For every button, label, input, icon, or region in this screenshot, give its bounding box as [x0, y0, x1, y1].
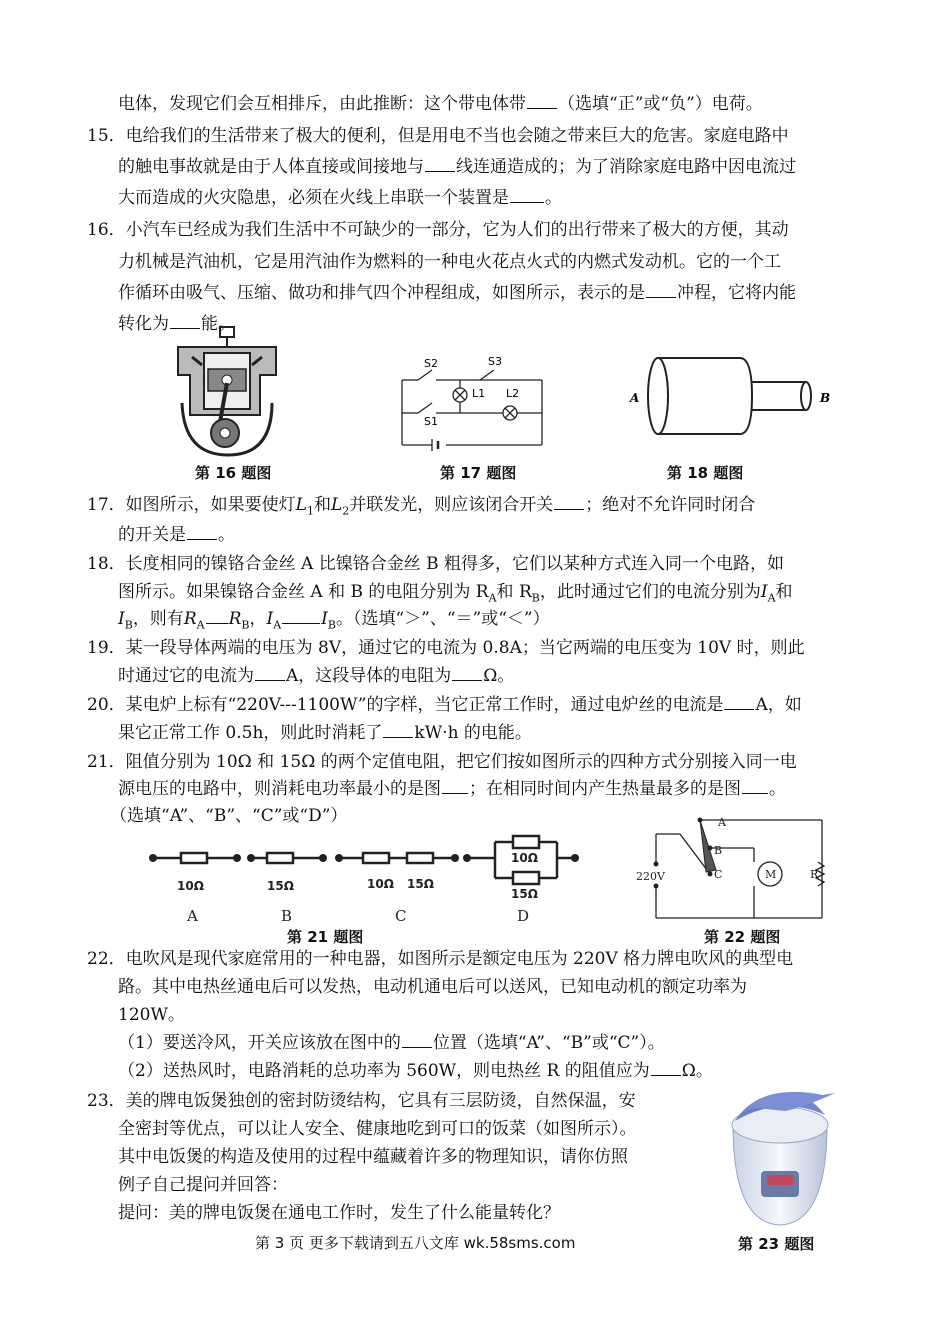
answer-blank[interactable]	[425, 155, 455, 172]
answer-blank[interactable]	[510, 186, 544, 203]
q21-line-1: 21．阻值分别为 10Ω 和 15Ω 的两个定值电阻，把它们按如图所示的四种方式分别接入同一电	[87, 752, 797, 772]
rice-cooker-figure-23	[705, 1085, 855, 1233]
q14-line: 电体，发现它们会互相排斥，由此推断：这个带电体带 （选填“正”或“负”）电荷。	[118, 94, 763, 114]
fig18-caption: 第 18 题图	[667, 464, 744, 482]
q16-line-2: 力机械是汽油机，它是用汽油作为燃料的一种电火花点火式的内燃式发动机。它的一个工	[118, 252, 781, 272]
q20-line-2: 果它正常工作 0.5h，则此时消耗了 kW·h 的电能。	[118, 723, 532, 743]
answer-blank[interactable]	[383, 721, 413, 738]
answer-blank[interactable]	[402, 1031, 432, 1048]
q22-line-2: 路。其中电热丝通电后可以发热，电动机通电后可以送风，已知电动机的额定功率为	[118, 977, 747, 997]
fig17-caption: 第 17 题图	[440, 464, 517, 482]
answer-blank[interactable]	[452, 664, 482, 681]
label-l2: L2	[506, 387, 520, 400]
resistor-figure-21	[145, 828, 585, 928]
label-b: B	[820, 391, 831, 405]
label-d: D	[517, 907, 530, 925]
label-d-15: 15Ω	[511, 887, 538, 901]
answer-blank[interactable]	[742, 777, 768, 794]
wire-figure-18	[628, 352, 838, 442]
page-footer: 第 3 页 更多下载请到五八文库 wk.58sms.com	[255, 1234, 576, 1252]
answer-blank[interactable]	[206, 607, 228, 624]
fig22-caption: 第 22 题图	[704, 928, 781, 946]
q17-line-2: 的开关是 。	[118, 525, 235, 545]
q20-line-1: 20．某电炉上标有“220V---1100W”的字样，当它正常工作时，通过电炉丝的电流是 A，如	[87, 695, 802, 715]
answer-blank[interactable]	[442, 777, 468, 794]
q22-line-3: 120W。	[118, 1005, 185, 1025]
label-m: M	[765, 868, 777, 881]
label-a: A	[630, 391, 640, 405]
q16-line-3: 作循环由吸气、压缩、做功和排气四个冲程组成，如图所示，表示的是 冲程，它将内能	[118, 283, 796, 303]
fig21-caption: 第 21 题图	[287, 928, 364, 946]
answer-blank[interactable]	[282, 607, 320, 624]
q21-line-2: 源电压的电路中，则消耗电功率最小的是图 ；在相同时间内产生热量最多的是图 。	[118, 779, 786, 799]
q18-line-3: $I_B$，则有$R_A$ $R_B$，$I_A$ $I_B$。（选填“＞”、“＝”或“＜”）	[118, 609, 550, 632]
q23-line-3: 其中电饭煲的构造及使用的过程中蕴藏着许多的物理知识，请你仿照	[118, 1147, 628, 1167]
label-c-10: 10Ω	[367, 877, 394, 891]
answer-blank[interactable]	[527, 92, 557, 109]
circuit-figure-17	[392, 345, 552, 457]
label-c: C	[395, 907, 407, 925]
answer-blank[interactable]	[651, 1059, 681, 1076]
label-l1: L1	[472, 387, 486, 400]
answer-blank[interactable]	[646, 281, 676, 298]
label-c-15: 15Ω	[407, 877, 434, 891]
dryer-circuit-figure-22	[634, 814, 830, 926]
q23-line-1: 23．美的牌电饭煲独创的密封防烫结构，它具有三层防烫，自然保温，安	[87, 1091, 636, 1111]
q23-line-2: 全密封等优点，可以让人安全、健康地吃到可口的饭菜（如图所示）。	[118, 1119, 637, 1139]
label-b: B	[281, 907, 293, 925]
q19-line-1: 19．某一段导体两端的电压为 8V，通过它的电流为 0.8A；当它两端的电压变为 10V 时，则此	[87, 638, 805, 658]
label-r: R	[810, 868, 819, 881]
label-s3: S3	[488, 355, 502, 368]
q18-line-2: 图所示。如果镍铬合金丝 A 和 B 的电阻分别为 $R_A$和 $R_B$，此时通过它们的电流分别为$I_A$和	[118, 582, 793, 605]
q23-line-5: 提问：美的牌电饭煲在通电工作时，发生了什么能量转化？	[118, 1203, 560, 1223]
answer-blank[interactable]	[554, 493, 584, 510]
label-a: A	[718, 816, 726, 829]
label-s1: S1	[424, 415, 438, 428]
q22-line-1: 22．电吹风是现代家庭常用的一种电器，如图所示是额定电压为 220V 格力牌电吹风的典型电	[87, 949, 794, 969]
q23-line-4: 例子自己提问并回答：	[118, 1175, 288, 1195]
q16-line-4: 转化为 能。	[118, 314, 235, 334]
label-b-15: 15Ω	[267, 879, 294, 893]
answer-blank[interactable]	[255, 664, 285, 681]
q19-line-2: 时通过它的电流为 A，这段导体的电阻为 Ω。	[118, 666, 515, 686]
q22-line-4: （1）要送冷风，开关应该放在图中的 位置（选填“A”、“B”或“C”）。	[118, 1033, 665, 1053]
q16-line-1: 16．小汽车已经成为我们生活中不可缺少的一部分，它为人们的出行带来了极大的方便，其动	[87, 220, 789, 240]
engine-figure	[170, 325, 285, 460]
q15-line-2: 的触电事故就是由于人体直接或间接地与 线连通造成的；为了消除家庭电路中因电流过	[118, 157, 796, 177]
label-d-10: 10Ω	[511, 851, 538, 865]
label-a-10: 10Ω	[177, 879, 204, 893]
fig23-caption: 第 23 题图	[738, 1235, 815, 1253]
label-c: C	[714, 868, 723, 881]
fig16-caption: 第 16 题图	[195, 464, 272, 482]
q15-line-3: 大而造成的火灾隐患，必须在火线上串联一个装置是 。	[118, 188, 562, 208]
label-a: A	[187, 907, 198, 925]
q18-line-1: 18．长度相同的镍铬合金丝 A 比镍铬合金丝 B 粗得多，它们以某种方式连入同一个电路，如	[87, 554, 785, 574]
q21-line-3: （选填“A”、“B”、“C”或“D”）	[110, 806, 348, 826]
label-220v: 220V	[636, 870, 665, 883]
q22-line-5: （2）送热风时，电路消耗的总功率为 560W，则电热丝 R 的阻值应为 Ω。	[118, 1061, 713, 1081]
q17-line-1: 17．如图所示，如果要使灯$L_1$和$L_2$并联发光，则应该闭合开关 ；绝对不允许同时闭合	[87, 495, 756, 518]
label-b: B	[714, 844, 723, 857]
answer-blank[interactable]	[724, 693, 754, 710]
answer-blank[interactable]	[187, 523, 217, 540]
label-s2: S2	[424, 357, 438, 370]
q15-line-1: 15．电给我们的生活带来了极大的便利，但是用电不当也会随之带来巨大的危害。家庭电路中	[87, 126, 789, 146]
